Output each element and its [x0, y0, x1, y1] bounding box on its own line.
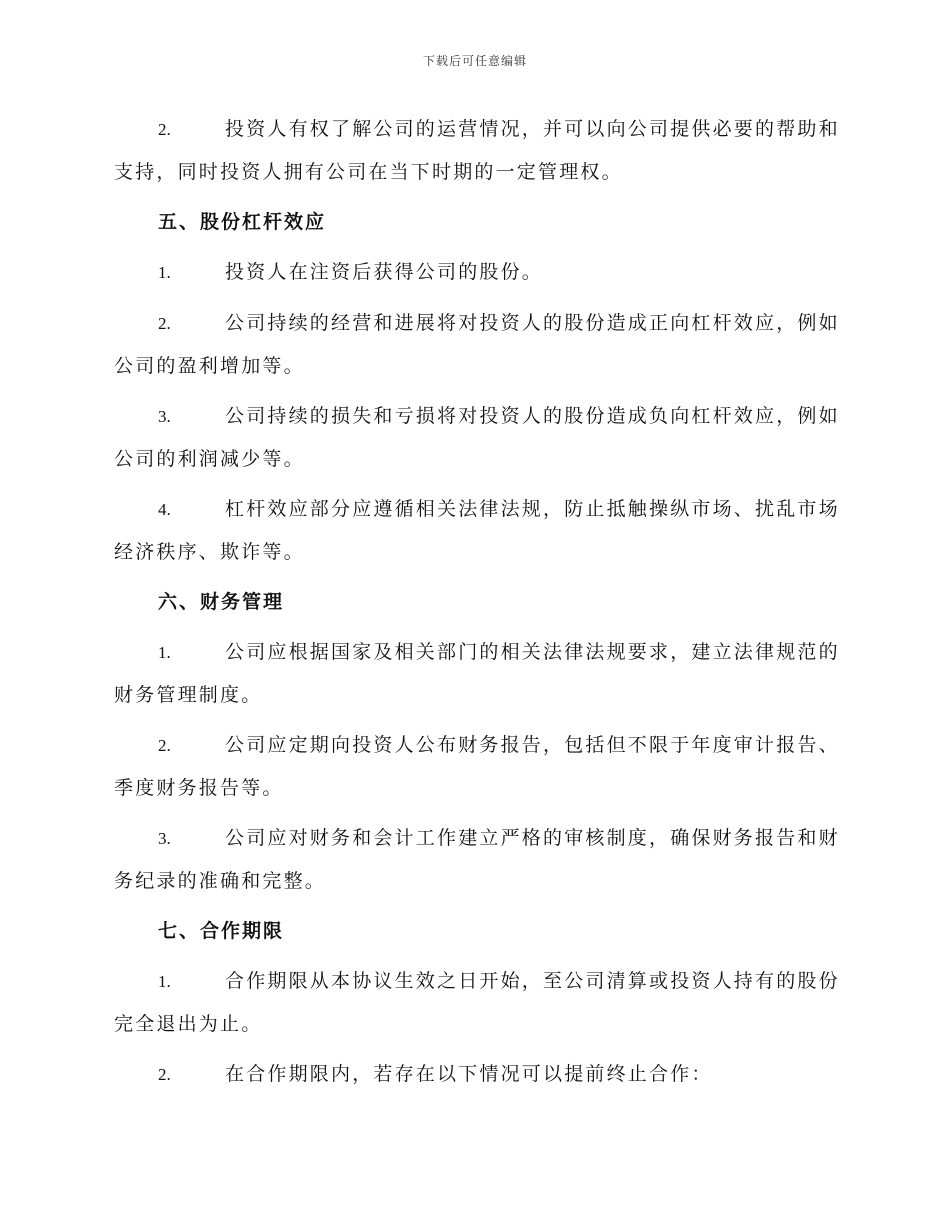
clause-number: 2.: [158, 1065, 171, 1084]
clause-item: [114, 631, 844, 716]
clause-text: 合作期限从本协议生效之日开始，至公司清算或投资人持有的股份完全退出为止。: [114, 970, 840, 1035]
clause-number: 2.: [158, 120, 171, 139]
page-header: 下载后可任意编辑: [422, 54, 527, 68]
section-heading: 七、合作期限: [158, 920, 285, 942]
clause-text: 投资人在注资后获得公司的股份。: [225, 261, 544, 283]
clause-number: 2.: [158, 314, 171, 333]
clause-item: [114, 302, 844, 387]
clause-number: 3.: [158, 407, 171, 426]
clause-text: 在合作期限内，若存在以下情况可以提前终止合作：: [225, 1063, 713, 1085]
clause-item: [114, 488, 844, 573]
clause-text: 公司持续的损失和亏损将对投资人的股份造成负向杠杆效应，例如公司的利润减少等。: [114, 405, 840, 470]
section-heading: 五、股份杠杆效应: [158, 211, 327, 233]
clause-item: [114, 251, 844, 294]
clause-item: [114, 395, 844, 480]
clause-text: 公司应定期向投资人公布财务报告，包括但不限于年度审计报告、季度财务报告等。: [114, 734, 840, 799]
clause-number: 2.: [158, 736, 171, 755]
clause-text: 公司应根据国家及相关部门的相关法律法规要求，建立法律规范的财务管理制度。: [114, 641, 840, 706]
clause-item: [114, 1053, 844, 1096]
clause-text: 杠杆效应部分应遵循相关法律法规，防止抵触操纵市场、扰乱市场经济秩序、欺诈等。: [114, 498, 840, 563]
clause-text: 投资人有权了解公司的运营情况，并可以向公司提供必要的帮助和支持，同时投资人拥有公司在当下时期的一定管理权。: [114, 118, 840, 183]
clause-number: 1.: [158, 972, 171, 991]
clause-number: 1.: [158, 643, 171, 662]
clause-item: [114, 960, 844, 1045]
clause-number: 3.: [158, 829, 171, 848]
document-body: [114, 108, 844, 1104]
clause-item: [114, 108, 844, 193]
section-heading: 六、财务管理: [158, 591, 285, 613]
clause-text: 公司持续的经营和进展将对投资人的股份造成正向杠杆效应，例如公司的盈利增加等。: [114, 312, 840, 377]
clause-item: [114, 817, 844, 902]
clause-number: 1.: [158, 263, 171, 282]
clause-item: [114, 724, 844, 809]
clause-number: 4.: [158, 500, 171, 519]
clause-text: 公司应对财务和会计工作建立严格的审核制度，确保财务报告和财务纪录的准确和完整。: [114, 827, 840, 892]
